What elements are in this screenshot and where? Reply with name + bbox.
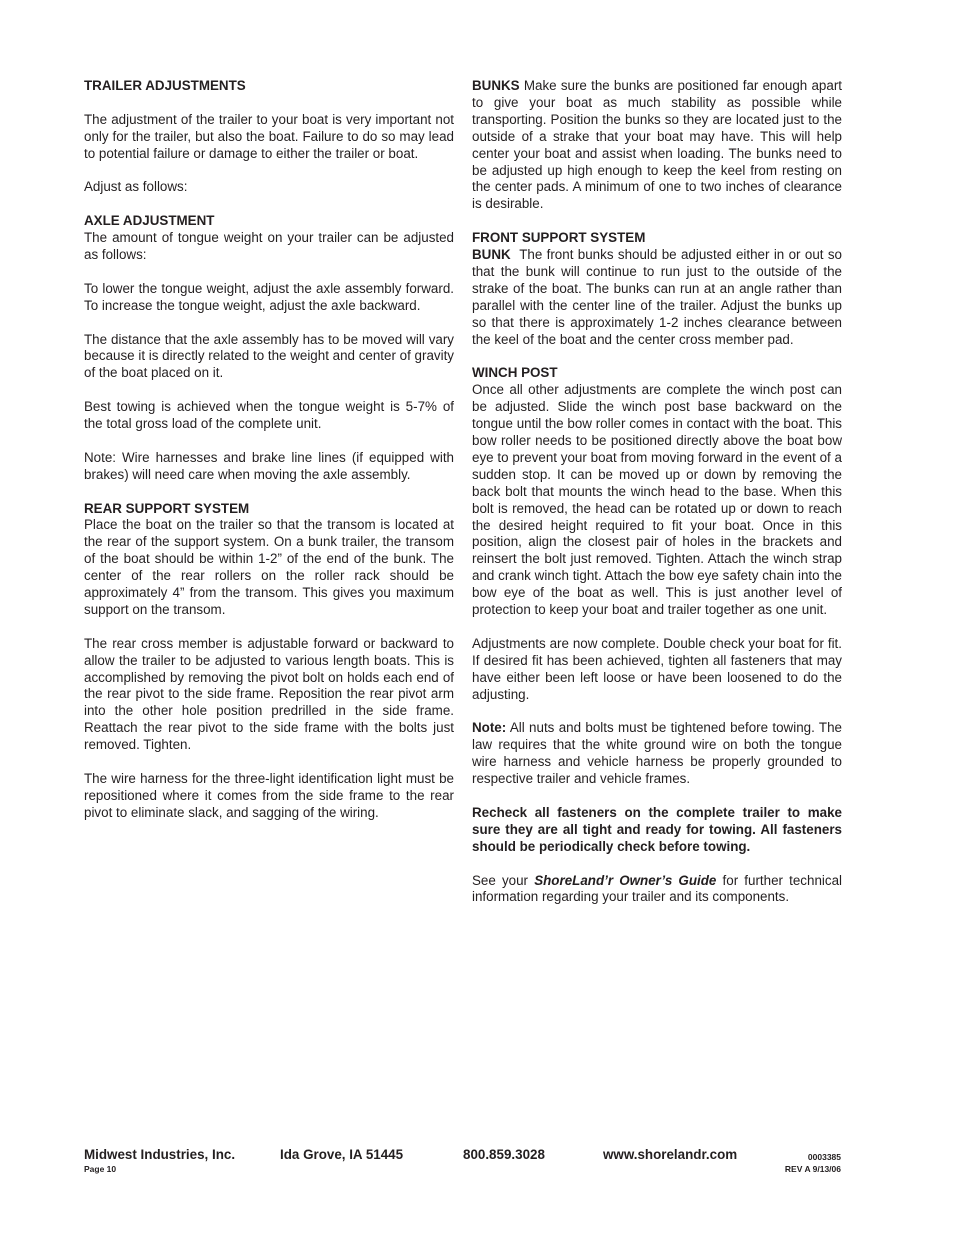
left-column xyxy=(84,78,454,822)
axle-adjustment-p3: The distance that the axle assembly has to be moved will vary because it is directly related to the weight and center of gravity of the boat placed on it. xyxy=(84,331,454,381)
axle-adjustment-p1: The amount of tongue weight on your trailer can be adjusted as follows: xyxy=(84,230,454,263)
see-suffix: for further technical information regarding your trailer and its components. xyxy=(472,872,842,905)
axle-adjustment-heading: AXLE ADJUSTMENT xyxy=(84,213,215,229)
bunk-label: BUNK xyxy=(472,247,511,263)
rear-support-p3: The wire harness for the three-light identification light must be repositioned where it comes from the side frame to the rear pivot to eliminate slack, and sagging of the wiring. xyxy=(84,771,454,820)
recheck-warning: Recheck all fasteners on the complete trailer to make sure they are all tight and ready for towing. All fasteners should be periodically check before towing. xyxy=(472,804,842,854)
note-paragraph xyxy=(472,720,842,788)
note-label: Note: xyxy=(472,720,507,736)
front-support-text: The front bunks should be adjusted either in or out so that the bunk will continue to run just to the outside of the strake of the boat. The bunks can run at an angle rather than parallel with the center line of the trailer. Adjust the bunks up so that there is approximately 1-2 inches clearance between the keel of the boat and the center cross member pad. xyxy=(472,247,842,347)
footer-page: Page 10 xyxy=(84,1164,117,1174)
bunks-text: Make sure the bunks are positioned far enough apart to give your boat as much stability as possible while transporting. Position the bunks so they are located just to the outside of a strake that your boat may have. This will help center your boat and assist when loading. The bunks need to be adjusted up high enough to keep the keel from resting on the center pads. A minimum of one to two inches of clearance is desirable. xyxy=(472,78,842,212)
rear-support-heading: REAR SUPPORT SYSTEM xyxy=(84,500,250,516)
trailer-adjustments-heading: TRAILER ADJUSTMENTS xyxy=(84,78,246,93)
rear-support-p2: The rear cross member is adjustable forward or backward to allow the trailer to be adjusted to various length boats. This is accomplished by removing the pivot bolt on holds each end of the rear pivot to the side frame. Reposition the rear pivot arm into the other hole position predrilled in the side frame. Reattach the rear pivot to the side frame with the bolts just removed. Tighten. xyxy=(84,635,454,753)
footer-location: Ida Grove, IA 51445 xyxy=(280,1147,404,1162)
adjust-as-follows: Adjust as follows: xyxy=(84,179,188,195)
see-guide-paragraph xyxy=(472,873,842,907)
footer-doc-number: 0003385 xyxy=(807,1152,841,1162)
footer-phone: 800.859.3028 xyxy=(463,1147,545,1162)
bunks-label: BUNKS xyxy=(472,78,520,93)
axle-adjustment-p4: Best towing is achieved when the tongue weight is 5-7% of the total gross load of the complete unit. xyxy=(84,399,454,432)
axle-adjustment-p2: To lower the tongue weight, adjust the axle assembly forward. To increase the tongue weight, adjust the axle backward. xyxy=(84,280,454,313)
note-text: All nuts and bolts must be tightened before towing. The law requires that the white ground wire on both the tongue wire harness and vehicle harness be properly grounded to respective trailer and vehicle frames. xyxy=(472,720,842,787)
footer-website: www.shorelandr.com xyxy=(603,1147,738,1162)
adjustments-complete: Adjustments are now complete. Double check your boat for fit. If desired fit has been achieved, tighten all fasteners that may have either been left loose or have been loosened to do the adjusting. xyxy=(472,635,842,702)
trailer-adjustments-intro: The adjustment of the trailer to your boat is very important not only for the trailer, but also the boat. Failure to do so may lead to potential failure or damage to either the trailer or boat. xyxy=(84,111,454,161)
winch-post-heading: WINCH POST xyxy=(472,365,558,381)
rear-support-p1: Place the boat on the trailer so that the transom is located at the rear of the support system. On a bunk trailer, the transom of the boat should be within 1-2” of the end of the bunk. The center of the rear rollers on the roller rack should be approximately 4” from the transom. This gives you maximum support on the transom. xyxy=(84,517,454,617)
winch-post-text: Once all other adjustments are complete the winch post can be adjusted. Slide the winch post base backward on the tongue until the bow roller comes in contact with the boat. This bow roller needs to be positioned directly above the boat bow eye to prevent your boat from moving forward in the event of a sudden stop. It can be moved up or down by removing the back bolt that mounts the winch head to the base. When this bolt is removed, the head can be rotated up or down to reach the desired height required to fit your boat. Once in this position, align the closest pair of holes in the brackets and reinsert the bolt just removed. Tighten. Attach the winch strap and crank winch tight. Attach the bow eye safety chain into the bow eye of the boat as well. This is just another level of protection to keep your boat and trailer together as one unit. xyxy=(472,382,842,618)
footer-company: Midwest Industries, Inc. xyxy=(84,1147,236,1162)
right-column xyxy=(472,78,842,906)
footer-revision: REV A 9/13/06 xyxy=(784,1164,841,1174)
owners-guide-title: ShoreLand’r Owner’s Guide xyxy=(534,872,717,888)
front-support-paragraph xyxy=(472,247,842,348)
see-prefix: See your xyxy=(472,872,529,888)
front-support-heading: FRONT SUPPORT SYSTEM xyxy=(472,230,646,246)
bunks-paragraph xyxy=(472,78,842,213)
axle-adjustment-note: Note: Wire harnesses and brake line lines (if equipped with brakes) will need care when moving the axle assembly. xyxy=(84,449,454,482)
